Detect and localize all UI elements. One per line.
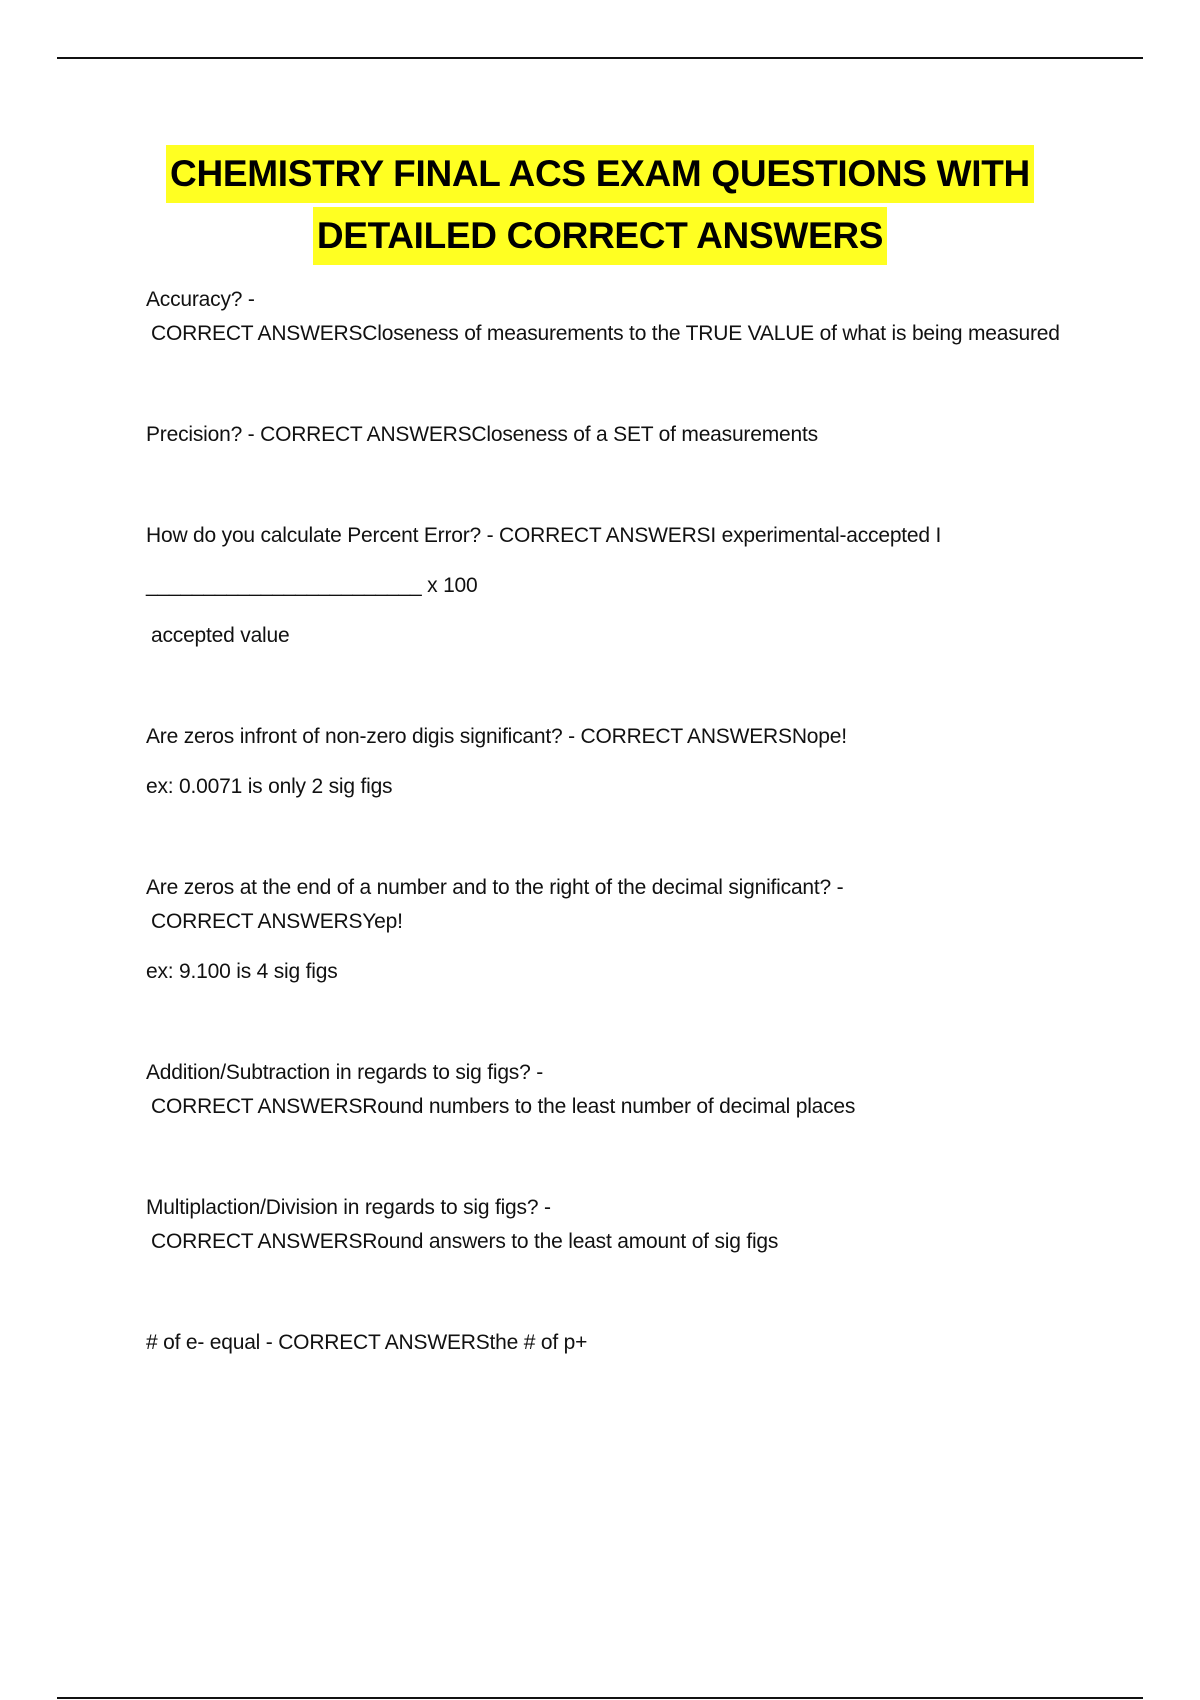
question-trailing-zeros: Are zeros at the end of a number and to the right of the decimal significant? -: [146, 876, 844, 899]
answer-multiplication-division: CORRECT ANSWERSRound answers to the least amount of sig figs: [151, 1230, 779, 1253]
document-body: [146, 283, 1106, 1360]
qa-percent-error: How do you calculate Percent Error? - CORRECT ANSWERSI experimental-accepted I: [146, 524, 942, 547]
question-multiplication-division: Multiplaction/Division in regards to sig figs? -: [146, 1196, 551, 1219]
percent-error-denominator: accepted value: [151, 624, 290, 647]
title-line-2: DETAILED CORRECT ANSWERS: [313, 207, 887, 265]
qa-precision: Precision? - CORRECT ANSWERSCloseness of a SET of measurements: [146, 423, 818, 446]
qa-electrons: # of e- equal - CORRECT ANSWERSthe # of p+: [146, 1331, 588, 1354]
answer-addition-subtraction: CORRECT ANSWERSRound numbers to the least number of decimal places: [151, 1095, 856, 1118]
answer-accuracy: CORRECT ANSWERSCloseness of measurements to the TRUE VALUE of what is being measured: [151, 322, 1060, 345]
example-trailing-zeros: ex: 9.100 is 4 sig figs: [146, 960, 338, 983]
percent-error-formula-line: ________________________ x 100: [146, 574, 478, 597]
example-leading-zeros: ex: 0.0071 is only 2 sig figs: [146, 775, 393, 798]
title-line-1: CHEMISTRY FINAL ACS EXAM QUESTIONS WITH: [166, 145, 1034, 203]
question-accuracy: Accuracy? -: [146, 288, 255, 311]
qa-leading-zeros: Are zeros infront of non-zero digis significant? - CORRECT ANSWERSNope!: [146, 725, 847, 748]
top-rule: [57, 57, 1143, 59]
question-addition-subtraction: Addition/Subtraction in regards to sig figs? -: [146, 1061, 544, 1084]
answer-trailing-zeros: CORRECT ANSWERSYep!: [151, 910, 403, 933]
document-title: [0, 145, 1200, 265]
bottom-rule: [57, 1697, 1143, 1699]
